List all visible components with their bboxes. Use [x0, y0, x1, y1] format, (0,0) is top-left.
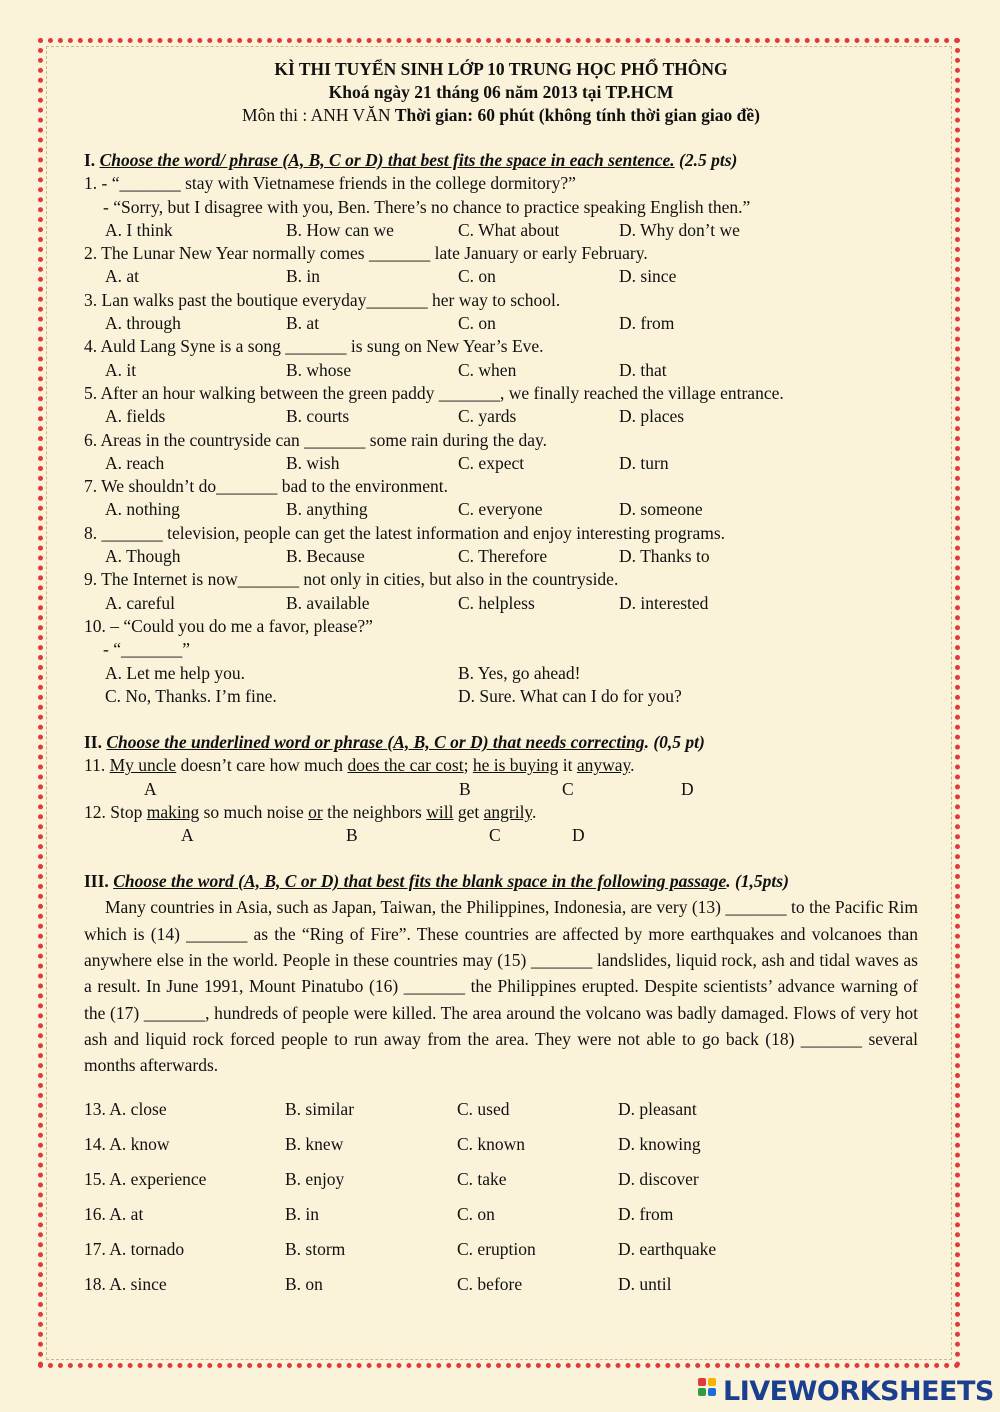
question-text: 5. After an hour walking between the green paddy _______, we finally reached the village entrance. [84, 382, 784, 403]
option-a[interactable]: A. it [105, 359, 137, 380]
question-4 [84, 335, 918, 382]
section-1-title: I. Choose the word/ phrase (A, B, C or D) that best fits the space in each sentence. (2.5 pts) [84, 150, 738, 170]
question-12: 12. Stop making so much noise or the neighbors will get angrily. [84, 801, 537, 822]
part-a[interactable]: making [146, 801, 200, 822]
option-d[interactable]: D. Thanks to [619, 546, 710, 567]
options-row [84, 359, 918, 382]
options-row [84, 219, 918, 242]
question-10 [84, 615, 918, 708]
answer-row [84, 1168, 918, 1203]
option-b[interactable]: B. similar [285, 1099, 355, 1120]
option-c[interactable]: C. expect [458, 452, 525, 473]
option-c[interactable]: C. on [458, 313, 496, 334]
option-a[interactable]: A. careful [105, 592, 175, 613]
exam-page [84, 58, 918, 1308]
question-text: 3. Lan walks past the boutique everyday_______ her way to school. [84, 289, 561, 310]
answer-row [84, 1133, 918, 1168]
option-a[interactable]: A. Though [105, 546, 181, 567]
question-6 [84, 429, 918, 476]
question-list [84, 172, 918, 615]
option-d[interactable]: D. since [619, 266, 677, 287]
options-row [84, 685, 918, 708]
question-text: 2. The Lunar New Year normally comes _______ late January or early February. [84, 243, 648, 264]
option-a[interactable]: A. reach [105, 452, 165, 473]
section-1 [84, 149, 918, 708]
option-a[interactable]: A. I think [105, 219, 173, 240]
option-c[interactable]: C. eruption [457, 1239, 536, 1260]
option-a[interactable]: 14. A. know [84, 1134, 170, 1155]
option-a[interactable]: 16. A. at [84, 1204, 144, 1225]
question-11: 11. My uncle doesn’t care how much does the car cost; he is buying it anyway. [84, 755, 635, 776]
option-b[interactable]: B. anything [286, 499, 368, 520]
section-2 [84, 731, 918, 847]
exam-subject-line [84, 104, 918, 127]
question-3 [84, 289, 918, 336]
option-c[interactable]: C. on [457, 1204, 495, 1225]
question-text: 4. Auld Lang Syne is a song _______ is sung on New Year’s Eve. [84, 336, 544, 357]
option-c[interactable]: C. yards [458, 406, 517, 427]
option-b[interactable]: B. courts [286, 406, 350, 427]
exam-date: Khoá ngày 21 tháng 06 năm 2013 tại TP.HCM [328, 82, 674, 102]
question-5 [84, 382, 918, 429]
options-row [84, 592, 918, 615]
section-3 [84, 870, 918, 1308]
question-text: 1. - “_______ stay with Vietnamese friends in the college dormitory?” [84, 173, 576, 194]
option-c[interactable]: C. Therefore [458, 546, 548, 567]
option-b[interactable]: B. on [285, 1274, 323, 1295]
option-a[interactable]: 18. A. since [84, 1274, 167, 1295]
answer-row [84, 1098, 918, 1133]
question-text: 10. – “Could you do me a favor, please?” [84, 615, 373, 636]
option-d[interactable]: D. pleasant [618, 1099, 697, 1120]
passage: Many countries in Asia, such as Japan, Taiwan, the Philippines, Indonesia, are very (13) _______ to the Pacific Rim which is (14) _______ as the “Ring of Fire”. These countries are affected by more earthquakes and volcanoes than anywhere else in the world. People in these countries may (15) _______ landslides, liquid rock, ash and tidal waves as a result. In June 1991, Mount Pinatubo (16) _______ the Philippines erupted. Despite scientists’ advance warning of the (17) _______, hundreds of people were killed. The area around the volcano was badly damaged. Flows of very hot ash and liquid rock forced people to run away from the area. They were not able to go back (18) _______ several months afterwards. [84, 897, 918, 1076]
part-b[interactable]: does the car cost [347, 755, 464, 776]
question-text: 8. _______ television, people can get the latest information and enjoy interesting programs. [84, 522, 726, 543]
option-b[interactable]: B. available [286, 592, 370, 613]
option-c[interactable]: C. known [457, 1134, 526, 1155]
options-row [84, 545, 918, 568]
option-d[interactable]: D. that [619, 359, 667, 380]
option-a[interactable]: A. at [105, 266, 140, 287]
option-b[interactable]: B. Because [286, 546, 365, 567]
question-9 [84, 568, 918, 615]
option-d[interactable]: D. turn [619, 452, 669, 473]
answer-list [84, 1098, 918, 1308]
question-2 [84, 242, 918, 289]
option-d[interactable]: D. Sure. What can I do for you? [458, 685, 682, 706]
question-text-2: - “Sorry, but I disagree with you, Ben. There’s no chance to practice speaking English then.” [103, 196, 751, 217]
option-c[interactable]: C. What about [458, 219, 560, 240]
question-text: 7. We shouldn’t do_______ bad to the environment. [84, 476, 448, 497]
question-7 [84, 475, 918, 522]
option-d[interactable]: D. discover [618, 1169, 699, 1190]
option-b[interactable]: B. in [285, 1204, 320, 1225]
option-b[interactable]: B. in [286, 266, 321, 287]
options-row [84, 265, 918, 288]
option-d[interactable]: D. places [619, 406, 685, 427]
part-a[interactable]: My uncle [109, 755, 177, 776]
liveworksheets-logo[interactable] [698, 1374, 994, 1408]
option-c[interactable]: C. No, Thanks. I’m fine. [105, 685, 277, 706]
question-8 [84, 522, 918, 569]
logo-text: LIVEWORKSHEETS [723, 1375, 994, 1407]
options-row [84, 452, 918, 475]
option-d[interactable]: D. Why don’t we [619, 219, 740, 240]
q11-letters: A B C D [144, 778, 694, 799]
options-row [84, 405, 918, 428]
option-b[interactable]: B. knew [285, 1134, 344, 1155]
option-d[interactable]: D. knowing [618, 1134, 701, 1155]
option-c[interactable]: C. before [457, 1274, 523, 1295]
answer-row [84, 1273, 918, 1308]
options-row [84, 312, 918, 335]
question-1 [84, 172, 918, 242]
option-b[interactable]: B. storm [285, 1239, 346, 1260]
option-a[interactable]: A. Let me help you. [105, 662, 245, 683]
question-text-2: - “_______” [103, 639, 190, 660]
option-a[interactable]: 17. A. tornado [84, 1239, 185, 1260]
part-b[interactable]: or [308, 801, 323, 822]
option-c[interactable]: C. used [457, 1099, 510, 1120]
option-a[interactable]: A. nothing [105, 499, 180, 520]
option-b[interactable]: B. Yes, go ahead! [458, 662, 581, 683]
option-a[interactable]: 15. A. experience [84, 1169, 207, 1190]
option-b[interactable]: B. How can we [286, 219, 394, 240]
part-d[interactable]: angrily [483, 801, 533, 822]
question-text: 9. The Internet is now_______ not only in cities, but also in the countryside. [84, 569, 619, 590]
options-row [84, 498, 918, 521]
option-c[interactable]: C. on [458, 266, 496, 287]
part-c[interactable]: will [426, 801, 454, 822]
answer-row [84, 1238, 918, 1273]
question-text: 6. Areas in the countryside can _______ some rain during the day. [84, 429, 547, 450]
option-d[interactable]: D. from [618, 1204, 674, 1225]
section-3-title: III. Choose the word (A, B, C or D) that best fits the blank space in the following passage. (1,5pts) [84, 871, 789, 892]
option-a[interactable]: A. fields [105, 406, 166, 427]
option-d[interactable]: D. interested [619, 592, 709, 613]
option-d[interactable]: D. earthquake [618, 1239, 717, 1260]
option-b[interactable]: B. enjoy [285, 1169, 345, 1190]
option-d[interactable]: D. from [619, 313, 675, 334]
part-d[interactable]: anyway [576, 755, 631, 776]
options-row [84, 662, 918, 685]
option-b[interactable]: B. at [286, 313, 320, 334]
option-d[interactable]: D. someone [619, 499, 703, 520]
logo-icon [698, 1378, 720, 1404]
part-c[interactable]: he is buying [472, 755, 559, 776]
option-c[interactable]: C. take [457, 1169, 507, 1190]
answer-row [84, 1203, 918, 1238]
option-a[interactable]: A. through [105, 313, 181, 334]
section-2-title: II. Choose the underlined word or phrase (A, B, C or D) that needs correcting. (0,5 pt) [84, 732, 705, 753]
option-d[interactable]: D. until [618, 1274, 672, 1295]
option-c[interactable]: C. everyone [458, 499, 543, 520]
option-b[interactable]: B. wish [286, 452, 340, 473]
option-a[interactable]: 13. A. close [84, 1099, 167, 1120]
option-c[interactable]: C. helpless [458, 592, 535, 613]
subject: Môn thi : ANH VĂN [242, 105, 391, 125]
option-b[interactable]: B. whose [286, 359, 352, 380]
exam-title: KÌ THI TUYỂN SINH LỚP 10 TRUNG HỌC PHỔ THÔNG [274, 59, 728, 79]
q12-letters: A B C D [181, 825, 585, 846]
time-limit: Thời gian: 60 phút (không tính thời gian giao đề) [394, 105, 760, 125]
option-c[interactable]: C. when [458, 359, 517, 380]
